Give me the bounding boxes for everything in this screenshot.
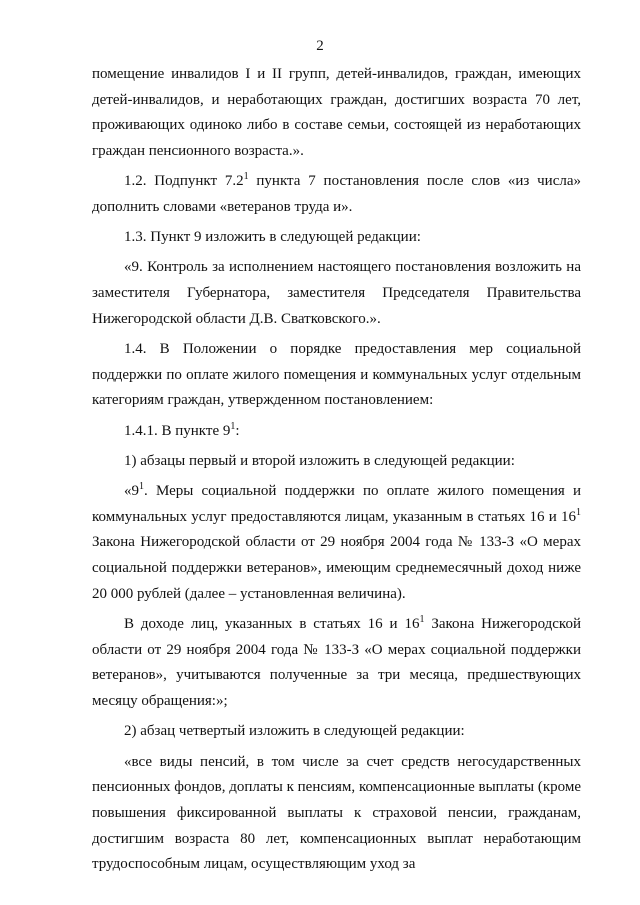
paragraph-1-3: 1.3. Пункт 9 изложить в следующей редакции: [124,229,421,246]
page-number: 2 [316,38,324,54]
paragraph-1: помещение инвалидов I и II групп, детей-инвалидов, граждан, имеющих детей-инвалидов, и неработающих граждан, достигших возраста 70 лет, проживающих одиноко либо в составе семьи, состоящей из неработающих граждан пенсионного возраста.». [92,66,581,160]
superscript: 1 [243,171,249,183]
paragraph-income: В доходе лиц, указанных в статьях 16 и $16^1$ Закона Нижегородской области от 29 ноября 2004 года № 133-З «О мерах социальной поддержки ветеранов», учитываются полученные за три месяца, предшествующих месяцу обращения:»; [92,614,581,710]
paragraph-pensions: «все виды пенсий, в том числе за счет средств негосударственных пенсионных фондов, доплаты к пенсиям, компенсационные выплаты (кроме повышения фиксированной выплаты к страховой пенсии, гражданам, достигшим возраста 80 лет, компенсационных выплат неработающим трудоспособным лицам, осуществляющим уход за [92,753,581,873]
paragraph-1-4: 1.4. В Положении о порядке предоставления мер социальной поддержки по оплате жилого помещения и коммунальных услуг отдельным категориям граждан, утвержденном постановлением: [92,341,581,409]
paragraph-quote-9-1: «$9^1$. Меры социальной поддержки по оплате жилого помещения и коммунальных услуг предоставляются лицам, указанным в статьях 16 и $16^1$ Закона Нижегородской области от 29 ноября 2004 года № 133-З «О мерах социальной поддержки ветеранов», имеющим среднемесячный доход ниже 20 000 рублей (далее – установленная величина). [92,481,581,602]
paragraph-1-4-1: 1.4.1. В пункте $9^1$: [124,420,240,439]
document-body [92,62,581,878]
paragraph-1-2: 1.2. Подпункт $7.2^1$ пункта 7 постановления после слов «из числа» дополнить словами «ветеранов труда и». [92,171,581,216]
superscript: 1 [139,481,144,493]
superscript: 1 [230,420,236,432]
paragraph-subitem-2: 2) абзац четвертый изложить в следующей редакции: [124,723,465,740]
superscript: 1 [576,506,581,518]
paragraph-quote-9: «9. Контроль за исполнением настоящего постановления возложить на заместителя Губернатора, заместителя Председателя Правительства Нижегородской области Д.В. Сватковского.». [92,259,581,327]
superscript: 1 [419,614,425,626]
paragraph-subitem-1: 1) абзацы первый и второй изложить в следующей редакции: [124,452,515,469]
